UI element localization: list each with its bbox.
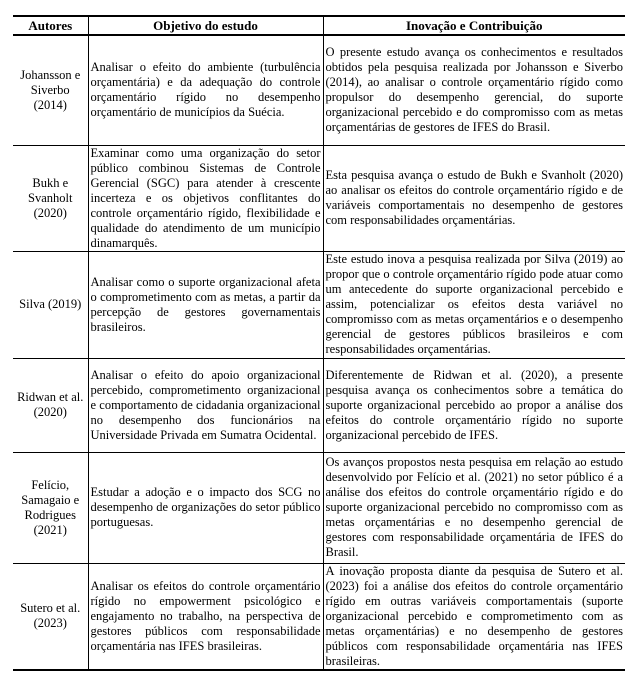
cell-inovacao: Esta pesquisa avança o estudo de Bukh e Svanholt (2020) ao analisar os efeitos do controle orçamentário rígido e de variáveis comportamentais no desempenho de gestores com responsabilidades orçamentárias. bbox=[323, 145, 625, 251]
cell-objetivo: Estudar a adoção e o impacto dos SCG no desempenho de organizações do setor público portuguesas. bbox=[88, 452, 323, 563]
cell-objetivo: Analisar os efeitos do controle orçamentário rígido no empowerment psicológico e engajamento no trabalho, na perspectiva de gestores públicos com responsabilidade orçamentária nas IFES brasileiras. bbox=[88, 563, 323, 670]
cell-objetivo: Analisar como o suporte organizacional afeta o comprometimento com as metas, a partir da percepção de gestores governamentais brasileiros. bbox=[88, 251, 323, 358]
column-header-autores: Autores bbox=[13, 16, 88, 35]
cell-autores: Felício, Samagaio e Rodrigues (2021) bbox=[13, 452, 88, 563]
literature-review-table bbox=[13, 15, 625, 671]
column-header-objetivo: Objetivo do estudo bbox=[88, 16, 323, 35]
cell-inovacao: A inovação proposta diante da pesquisa de Sutero et al. (2023) foi a análise dos efeitos do controle orçamentário rígido em outras variáveis comportamentais (suporte organizacional percebido e comprometimento com as metas orçamentárias) e no desempenho de gestores públicos com responsabilidade orçamentária nas IFES brasileiras. bbox=[323, 563, 625, 670]
table-row bbox=[13, 35, 625, 145]
literature-review-table-container bbox=[13, 15, 625, 671]
cell-objetivo: Analisar o efeito do ambiente (turbulência orçamentária) e da adequação do controle orçamentário rígido no desempenho orçamentário de municípios da Suécia. bbox=[88, 35, 323, 145]
cell-inovacao: Os avanços propostos nesta pesquisa em relação ao estudo desenvolvido por Felício et al. (2021) no setor público é a análise dos efeitos do controle orçamentário rígido e do suporte organizacional percebido no compromisso com as metas orçamentárias e no desempenho gerencial de gestores com responsabilidade orçamentária de IFES do Brasil. bbox=[323, 452, 625, 563]
table-row bbox=[13, 358, 625, 452]
cell-objetivo: Examinar como uma organização do setor público combinou Sistemas de Controle Gerencial (SGC) para atender à crescente incerteza e os objetivos conflitantes do controle orçamentário rígido, flexibilidade e qualidade do atendimento de um município dinamarquês. bbox=[88, 145, 323, 251]
cell-inovacao: Este estudo inova a pesquisa realizada por Silva (2019) ao propor que o controle orçamentário rígido pode atuar como um antecedente do suporte organizacional percebido e assim, potencializar os efeitos desta variável no compromisso com as metas orçamentários e o desempenho gerencial de gestores públicos brasileiros e com responsabilidades orçamentárias. bbox=[323, 251, 625, 358]
column-header-inovacao: Inovação e Contribuição bbox=[323, 16, 625, 35]
cell-autores: Sutero et al. (2023) bbox=[13, 563, 88, 670]
cell-autores: Silva (2019) bbox=[13, 251, 88, 358]
cell-objetivo: Analisar o efeito do apoio organizacional percebido, comprometimento organizacional e comportamento de cidadania organizacional no desempenho dos funcionários na Universidade Privada em Sumatra Ocidental. bbox=[88, 358, 323, 452]
cell-inovacao: Diferentemente de Ridwan et al. (2020), a presente pesquisa avança os conhecimentos sobre a temática do suporte organizacional percebido ao propor a análise dos efeitos do controle orçamentário rígido no suporte organizacional percebido de IFES. bbox=[323, 358, 625, 452]
table-row bbox=[13, 145, 625, 251]
table-row bbox=[13, 251, 625, 358]
table-row bbox=[13, 563, 625, 670]
cell-inovacao: O presente estudo avança os conhecimentos e resultados obtidos pela pesquisa realizada por Johansson e Siverbo (2014), ao analisar o controle orçamentário rígido como propulsor do desempenho gerencial, do suporte organizacional percebido e do compromisso com as metas orçamentárias de gestores de IFES do Brasil. bbox=[323, 35, 625, 145]
table-row bbox=[13, 452, 625, 563]
cell-autores: Johansson e Siverbo (2014) bbox=[13, 35, 88, 145]
cell-autores: Bukh e Svanholt (2020) bbox=[13, 145, 88, 251]
cell-autores: Ridwan et al. (2020) bbox=[13, 358, 88, 452]
table-header-row bbox=[13, 16, 625, 35]
